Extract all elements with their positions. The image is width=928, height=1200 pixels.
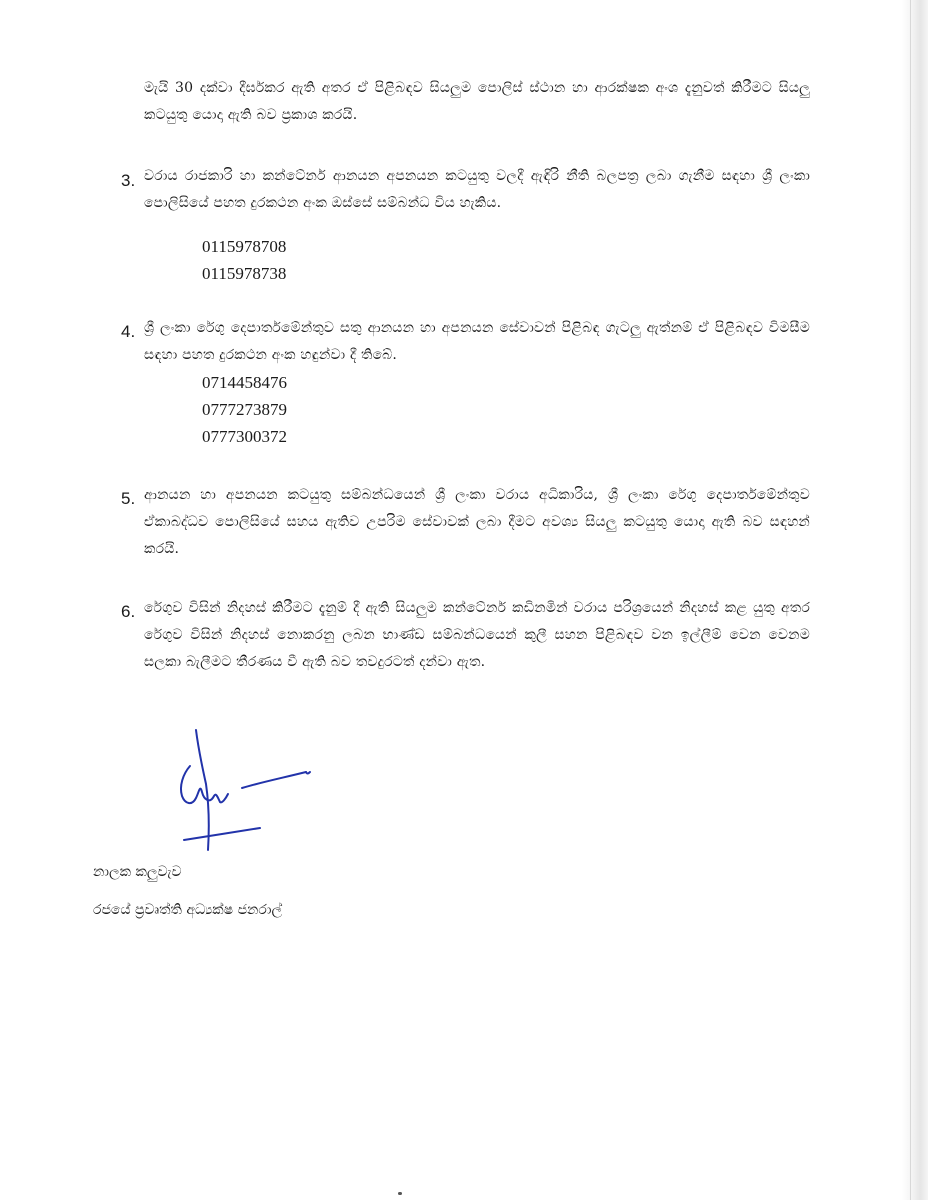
item-3-text: වරාය රාජකාරි හා කන්ටේනර් ආනයන අපනයන කටයුතු වලදී ඇඳිරි නීති බලපත්‍ර ලබා ගැනීම සඳහා ශ්‍රී ලංකා පොලිසියේ පහත දුරකථන අංක ඔස්සේ සම්බන්ධ විය හැකිය.	[144, 168, 810, 211]
signatory-name: නාලක කලුවැව	[93, 864, 182, 880]
signature-stroke-4	[306, 772, 310, 774]
item-6-number: 6.	[121, 602, 136, 621]
item-4-phone-2: 0777273879	[202, 400, 287, 419]
item-4-text: ශ්‍රී ලංකා රේගු දෙපාර්තමේන්තුව සතු ආනයන හා අපනයන සේවාවන් පිළිබඳ ගැටලු ඇත්නම් ඒ පිළිබඳව විමසීම සඳහා පහත දුරකථන අංක හඳුන්වා දී තිබේ.	[144, 320, 810, 363]
scan-speck	[398, 1192, 402, 1195]
item-4-phone-3: 0777300372	[202, 427, 287, 446]
item-5-text: ආනයන හා අපනයන කටයුතු සම්බන්ධයෙන් ශ්‍රී ලංකා වරාය අධිකාරිය, ශ්‍රී ලංකා රේගු දෙපාර්තමේන්තුව ඒකාබද්ධව පොලිසියේ සහය ඇතිව උපරිම සේවාවක් ලබා දීමට අවශ්‍ය සියලු කටයුතු යොදා ඇති බව සඳහන් කරයි.	[144, 487, 810, 557]
item-3-phone-1: 0115978708	[202, 237, 287, 256]
signature-stroke-3	[242, 772, 306, 788]
item-4-number: 4.	[121, 322, 136, 341]
signature-stroke-2	[181, 766, 228, 803]
item-4-phone-1: 0714458476	[202, 373, 287, 392]
item-5-number: 5.	[121, 489, 136, 508]
continuation-paragraph: මැයි 30 දක්වා දීර්ඝකර ඇති අතර ඒ පිළිබඳව සියලුම පොලිස් ස්ථාන හා ආරක්ෂක අංශ දැනුවත් කිරීමට සියලු කටයුතු යොදා ඇති බව ප්‍රකාශ කරයි.	[144, 80, 810, 123]
item-6-text: රේගුව විසින් නිදහස් කිරීමට දැනුම් දී ඇති සියලුම කන්ටේනර් කඩිනමින් වරාය පරිශ්‍රයෙන් නිදහස් කළ යුතු අතර රේගුව විසින් නිදහස් නොකරනු ලබන භාණ්ඩ සම්බන්ධයෙන් කුලී සහන පිළිබඳව වන ඉල්ලීම් වෙන වෙනම සලකා බැලීමට තීරණය වී ඇති බව තවදුරටත් දන්වා ඇත.	[144, 600, 810, 670]
scan-page-edge	[902, 0, 928, 1200]
item-3-phone-2: 0115978738	[202, 264, 287, 283]
signature-stroke-5	[184, 828, 260, 840]
handwritten-signature	[150, 722, 330, 862]
item-3-number: 3.	[121, 171, 136, 190]
signatory-title: රජයේ ප්‍රවෘත්ති අධ්‍යක්ෂ ජනරාල්	[93, 902, 283, 918]
